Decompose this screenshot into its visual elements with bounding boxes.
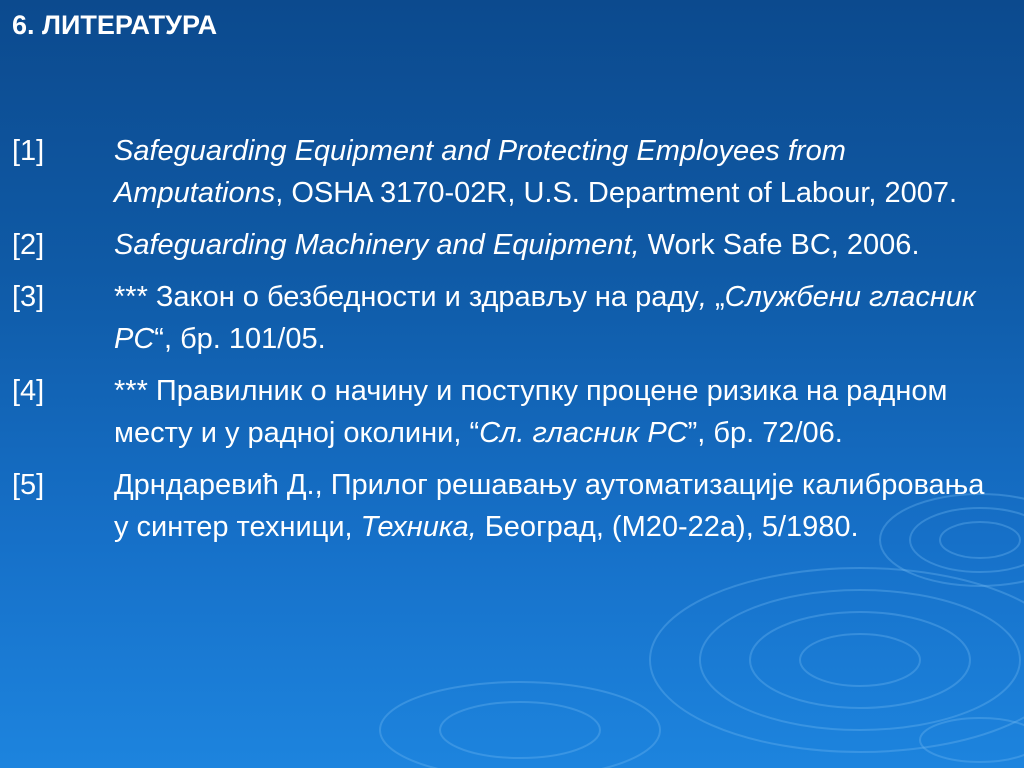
reference-quote-open: „ — [714, 281, 725, 313]
reference-details: ”, бр. 72/06. — [687, 417, 843, 449]
reference-number: [3] — [12, 281, 45, 313]
reference-text — [114, 370, 1004, 454]
reference-text — [114, 276, 1004, 360]
reference-source: Техника, — [360, 511, 477, 543]
reference-title: *** Закон о безбедности и здрављу на раду — [114, 281, 699, 313]
reference-number: [5] — [12, 469, 45, 501]
reference-source: Сл. гласник РС — [479, 417, 688, 449]
reference-text — [114, 464, 1004, 548]
reference-item — [0, 130, 1024, 214]
reference-text — [114, 130, 1004, 214]
reference-details: Београд, (M20-22a), 5/1980. — [476, 511, 859, 543]
reference-item — [0, 370, 1024, 454]
reference-details: “, бр. 101/05. — [154, 323, 326, 355]
reference-list — [0, 130, 1024, 558]
reference-number: [4] — [12, 375, 45, 407]
reference-title: Safeguarding Machinery and Equipment, — [114, 229, 640, 261]
reference-item — [0, 276, 1024, 360]
reference-details: Work Safe BC, 2006. — [639, 229, 920, 261]
reference-number: [2] — [12, 229, 45, 261]
reference-text — [114, 224, 1004, 266]
reference-item — [0, 464, 1024, 548]
page-title: 6. ЛИТЕРАТУРА — [12, 10, 218, 40]
reference-title: Дрндаревић Д., Прилог решавању аутоматизације калибровања у синтер техници, — [114, 469, 985, 543]
reference-title: Safeguarding Equipment and Protecting Employees from Amputations — [114, 135, 846, 209]
reference-source: Службени гласник РС — [114, 281, 976, 355]
reference-number: [1] — [12, 135, 45, 167]
reference-title: *** Правилник о начину и поступку процене ризика на радном месту и у радној околини, “ — [114, 375, 948, 449]
reference-details: , OSHA 3170-02R, U.S. Department of Labour, 2007. — [275, 177, 958, 209]
reference-item — [0, 224, 1024, 266]
reference-separator: , — [698, 281, 715, 313]
